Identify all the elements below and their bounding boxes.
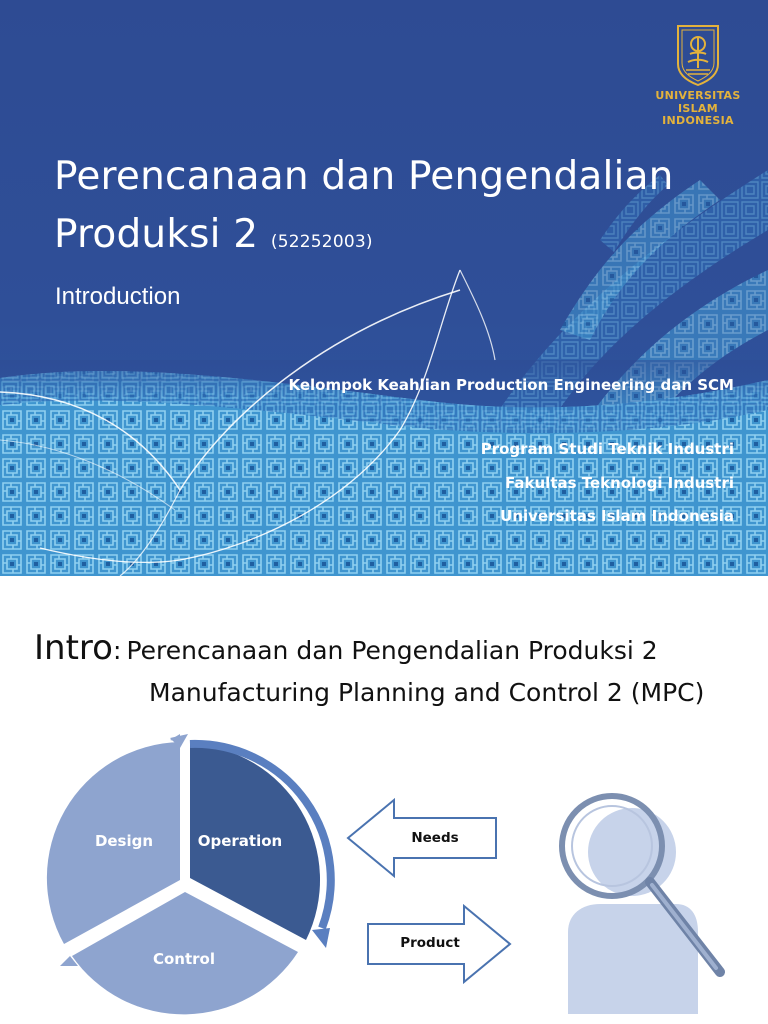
intro-colon: : [112,636,122,665]
mpc-cycle-diagram [30,730,340,1024]
study-program: Program Studi Teknik Industri [480,440,734,458]
university-logo-icon [672,24,724,86]
operation-label: Operation [197,832,283,850]
university-logo-text [648,90,748,128]
title-line2: Produksi 2 [54,212,259,257]
university-name: Universitas Islam Indonesia [500,507,734,525]
logo-line2: ISLAM [678,101,718,115]
user-search-icon [540,782,730,1024]
intro-heading [34,628,658,668]
design-label: Design [94,832,154,850]
expertise-group: Kelompok Keahlian Production Engineering dan SCM [288,376,734,394]
faculty: Fakultas Teknologi Industri [505,474,734,492]
control-label: Control [152,950,215,968]
slide-title [54,148,674,271]
intro-line1: Perencanaan dan Pengendalian Produksi 2 [126,636,658,665]
course-code: (52252003) [270,232,373,252]
logo-line3: INDONESIA [662,114,734,127]
slide-subtitle: Introduction [55,283,181,310]
product-label: Product [400,935,460,951]
title-line1: Perencanaan dan Pengendalian [54,154,674,199]
logo-line1: UNIVERSITAS [655,89,741,102]
intro-label: Intro [34,628,113,668]
needs-label: Needs [411,830,459,846]
intro-line2: Manufacturing Planning and Control 2 (MPC) [149,678,705,707]
